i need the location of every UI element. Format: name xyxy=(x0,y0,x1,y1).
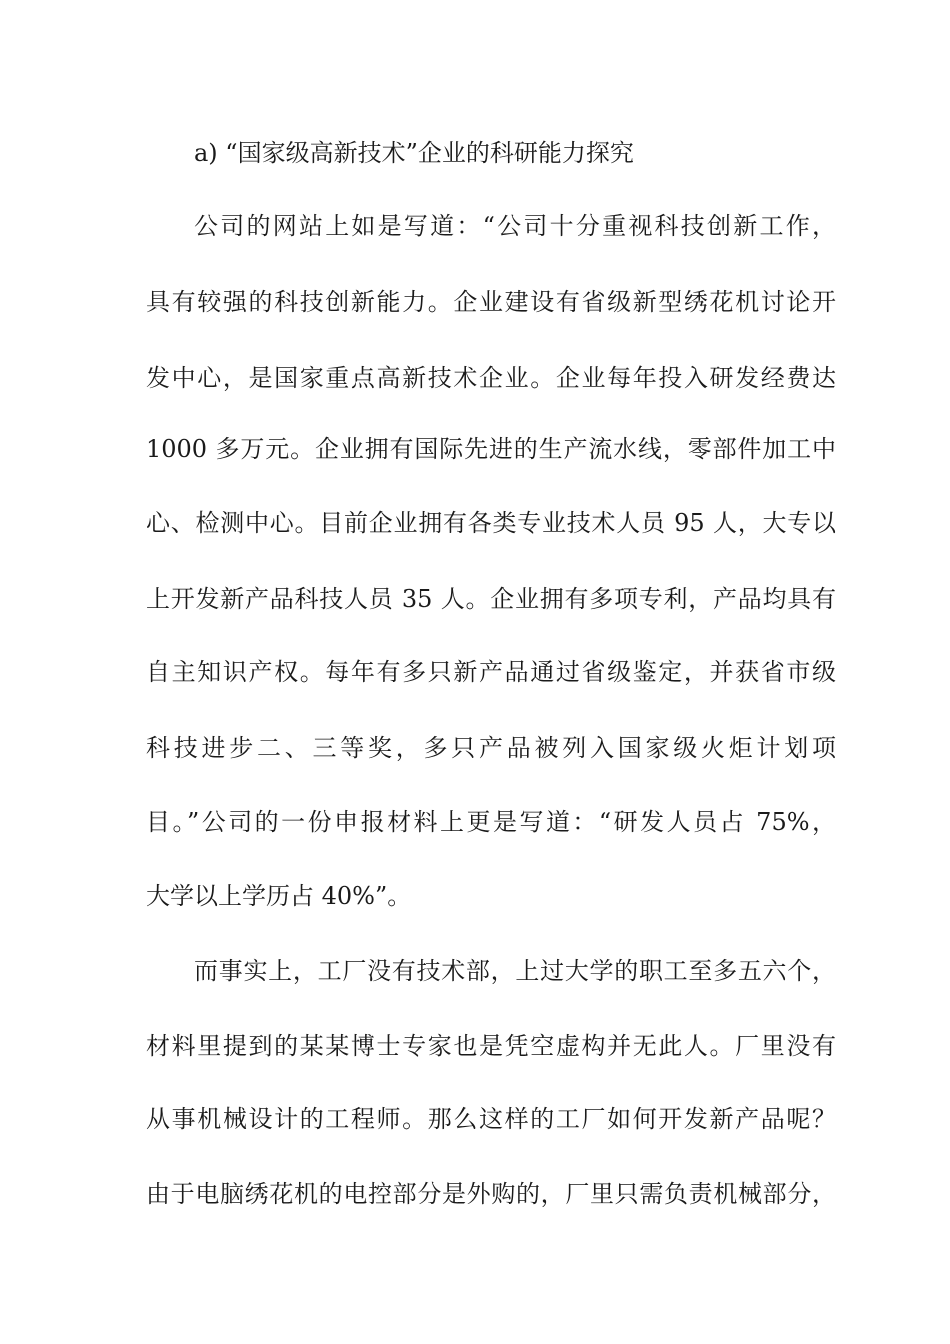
paragraph-1-line-10: 大学以上学历占 40%”。 xyxy=(146,882,412,910)
paragraph-2-line-4: 由于电脑绣花机的电控部分是外购的，厂里只需负责机械部分， xyxy=(146,1180,836,1208)
paragraph-1-line-6: 上开发新产品科技人员 35 人。企业拥有多项专利，产品均具有 xyxy=(146,585,836,613)
paragraph-1-line-7: 自主知识产权。每年有多只新产品通过省级鉴定，并获省市级 xyxy=(146,658,836,686)
paragraph-1-line-5: 心、检测中心。目前企业拥有各类专业技术人员 95 人，大专以 xyxy=(146,509,836,537)
paragraph-2-line-3: 从事机械设计的工程师。那么这样的工厂如何开发新产品呢？ xyxy=(146,1105,836,1133)
paragraph-1-line-1: 公司的网站上如是写道：“公司十分重视科技创新工作， xyxy=(194,212,836,240)
paragraph-2-line-2: 材料里提到的某某博士专家也是凭空虚构并无此人。厂里没有 xyxy=(146,1032,836,1060)
paragraph-1-line-4: 1000 多万元。企业拥有国际先进的生产流水线，零部件加工中 xyxy=(146,435,836,463)
paragraph-1-line-8: 科技进步二、三等奖，多只产品被列入国家级火炬计划项 xyxy=(146,734,836,762)
paragraph-1-line-2: 具有较强的科技创新能力。企业建设有省级新型绣花机讨论开 xyxy=(146,288,836,316)
paragraph-2-line-1: 而事实上，工厂没有技术部，上过大学的职工至多五六个， xyxy=(194,957,836,985)
section-heading: a) “国家级高新技术”企业的科研能力探究 xyxy=(194,139,634,167)
paragraph-1-line-3: 发中心，是国家重点高新技术企业。企业每年投入研发经费达 xyxy=(146,364,836,392)
paragraph-1-line-9: 目。”公司的一份申报材料上更是写道：“研发人员占 75%， xyxy=(146,808,836,836)
